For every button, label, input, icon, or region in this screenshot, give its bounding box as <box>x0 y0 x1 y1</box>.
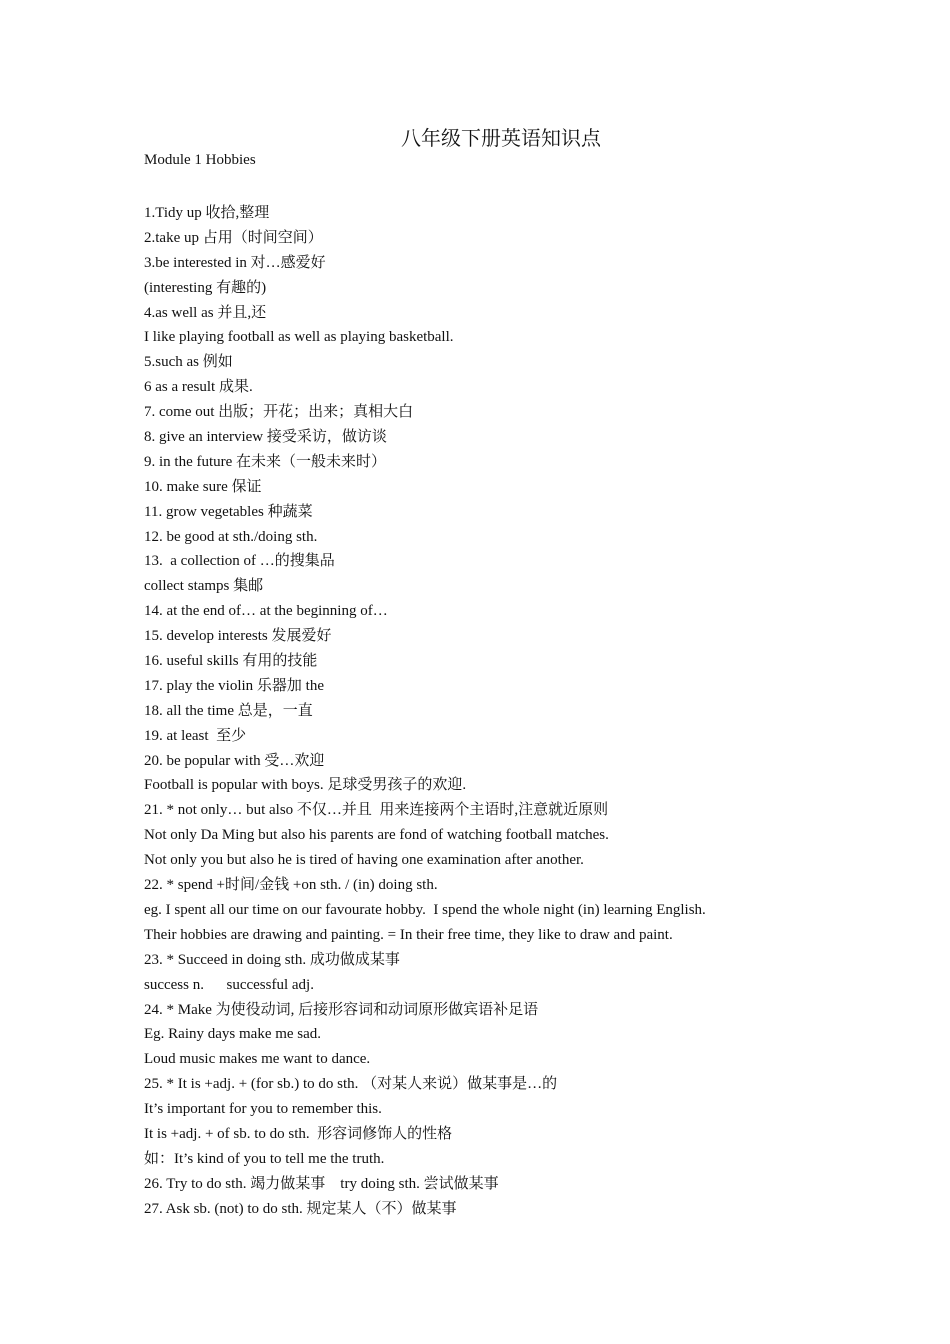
knowledge-point-line: 16. useful skills 有用的技能 <box>144 653 318 670</box>
knowledge-point-line: 25. * It is +adj. + (for sb.) to do sth. （对某人来说）做某事是…的 <box>144 1076 558 1093</box>
knowledge-point-line: It’s important for you to remember this. <box>144 1101 382 1118</box>
page-title: 八年级下册英语知识点 <box>401 126 601 150</box>
knowledge-point-line: 27. Ask sb. (not) to do sth. 规定某人（不）做某事 <box>144 1200 457 1217</box>
knowledge-point-line: Football is popular with boys. 足球受男孩子的欢迎. <box>144 777 467 794</box>
knowledge-point-line: Their hobbies are drawing and painting. = In their free time, they like to draw and paint. <box>144 926 673 943</box>
knowledge-point-line: It is +adj. + of sb. to do sth. 形容词修饰人的性格 <box>144 1125 453 1142</box>
knowledge-point-line: (interesting 有趣的) <box>144 279 267 296</box>
knowledge-point-line: 3.be interested in 对…感爱好 <box>144 254 326 271</box>
knowledge-point-line: 2.take up 占用（时间空间） <box>144 229 323 246</box>
knowledge-point-line: success n. successful adj. <box>144 976 314 993</box>
knowledge-point-line: 11. grow vegetables 种蔬菜 <box>144 503 313 520</box>
knowledge-point-line: I like playing football as well as playing basketball. <box>144 329 454 346</box>
knowledge-point-line: 22. * spend +时间/金钱 +on sth. / (in) doing sth. <box>144 877 438 894</box>
knowledge-point-line: 6 as a result 成果. <box>144 379 253 396</box>
module-heading: Module 1 Hobbies <box>144 152 256 168</box>
knowledge-point-line: 5.such as 例如 <box>144 354 233 371</box>
knowledge-point-line: Not only you but also he is tired of having one examination after another. <box>144 852 584 869</box>
knowledge-point-line: 13. a collection of …的搜集品 <box>144 553 335 570</box>
knowledge-point-line: 21. * not only… but also 不仅…并且 用来连接两个主语时,注意就近原则 <box>144 802 609 819</box>
knowledge-point-line: 9. in the future 在未来（一般未来时） <box>144 453 387 470</box>
knowledge-point-line: 26. Try to do sth. 竭力做某事 try doing sth. 尝试做某事 <box>144 1175 499 1192</box>
knowledge-point-line: 10. make sure 保证 <box>144 478 262 495</box>
knowledge-point-line: 12. be good at sth./doing sth. <box>144 528 318 545</box>
knowledge-point-line: 18. all the time 总是，一直 <box>144 702 313 719</box>
knowledge-point-line: 14. at the end of… at the beginning of… <box>144 603 388 620</box>
knowledge-point-line: 20. be popular with 受…欢迎 <box>144 752 325 769</box>
knowledge-point-line: 17. play the violin 乐器加 the <box>144 677 324 694</box>
knowledge-point-line: 23. * Succeed in doing sth. 成功做成某事 <box>144 951 400 968</box>
knowledge-point-line: 1.Tidy up 收拾,整理 <box>144 205 270 221</box>
knowledge-point-line: Not only Da Ming but also his parents are fond of watching football matches. <box>144 827 609 844</box>
knowledge-point-line: eg. I spent all our time on our favourate hobby. I spend the whole night (in) learning English. <box>144 901 706 918</box>
knowledge-point-line: 7. come out 出版；开花；出来；真相大白 <box>144 404 414 421</box>
knowledge-point-line: 19. at least 至少 <box>144 727 247 744</box>
knowledge-point-list <box>144 201 924 1222</box>
knowledge-point-line: 如：It’s kind of you to tell me the truth. <box>144 1150 385 1167</box>
knowledge-point-line: 8. give an interview 接受采访，做访谈 <box>144 429 387 446</box>
knowledge-point-line: 24. * Make 为使役动词, 后接形容词和动词原形做宾语补足语 <box>144 1001 539 1018</box>
knowledge-point-line: Loud music makes me want to dance. <box>144 1051 371 1068</box>
knowledge-point-line: Eg. Rainy days make me sad. <box>144 1026 322 1043</box>
knowledge-point-line: 15. develop interests 发展爱好 <box>144 628 332 645</box>
knowledge-point-line: 4.as well as 并且,还 <box>144 304 267 321</box>
knowledge-point-line: collect stamps 集邮 <box>144 578 264 595</box>
